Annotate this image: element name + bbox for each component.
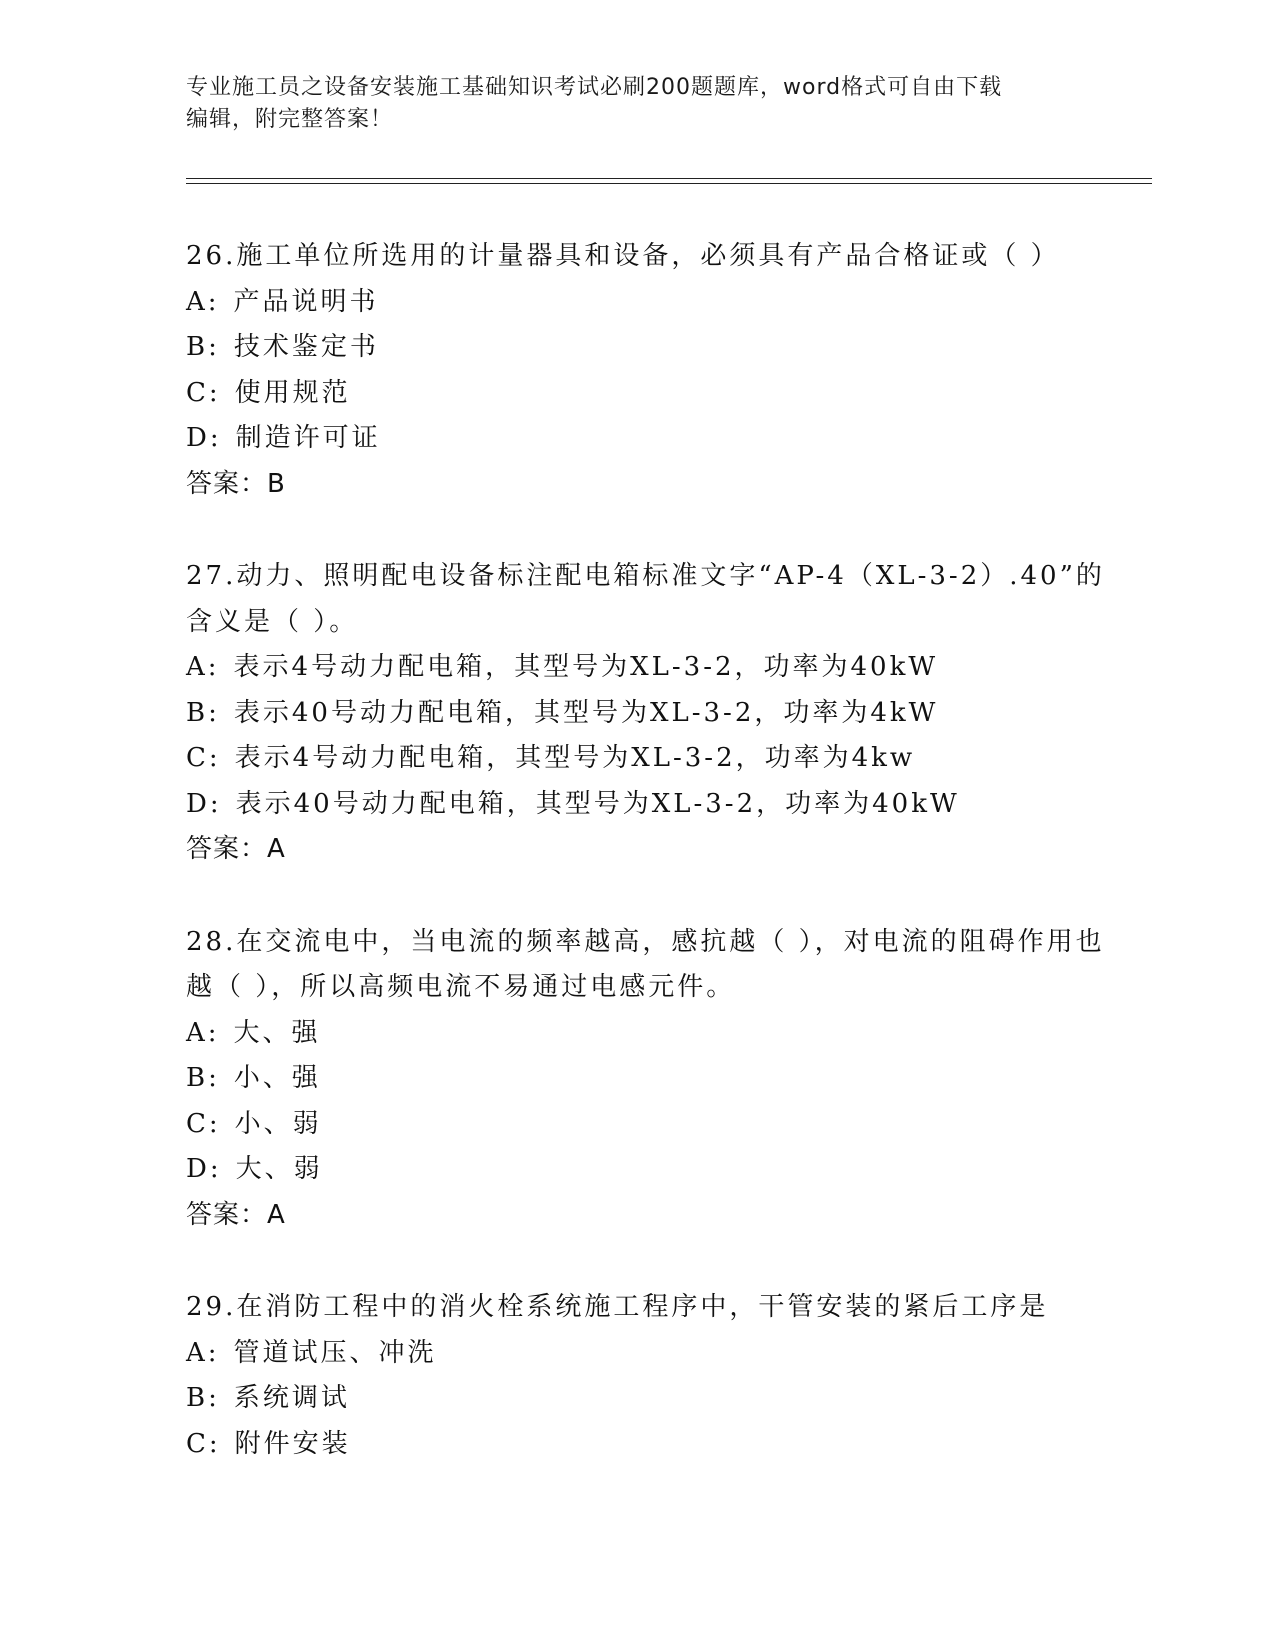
option-c	[186, 1102, 1106, 1148]
option-text: 大、强	[233, 1017, 321, 1048]
question-27	[186, 554, 1106, 873]
option-a	[186, 1011, 1106, 1057]
option-b	[186, 1056, 1106, 1102]
header-line-2: 编辑，附完整答案！	[186, 107, 394, 132]
option-label: C:	[186, 743, 221, 773]
option-text: 系统调试	[233, 1383, 350, 1413]
option-text: 大、弱	[235, 1154, 323, 1184]
question-list	[186, 234, 1106, 1514]
option-d	[186, 1147, 1106, 1193]
option-text: 产品说明书	[233, 286, 379, 317]
option-label: C:	[186, 1428, 221, 1459]
option-text: 表示4号动力配电箱，其型号为XL-3-2，功率为40kW	[233, 652, 939, 682]
header-line-1: 专业施工员之设备安装施工基础知识考试必刷200题题库，word格式可自由下载	[186, 75, 1003, 100]
option-label: B:	[186, 1063, 220, 1093]
question-text: 26.施工单位所选用的计量器具和设备，必须具有产品合格证或（ ）	[186, 241, 1060, 271]
question-26	[186, 234, 1106, 507]
option-label: A:	[186, 1017, 220, 1048]
option-label: A:	[186, 286, 220, 317]
answer: 答案：B	[186, 468, 286, 499]
option-b	[186, 1376, 1106, 1422]
option-b	[186, 325, 1106, 371]
question-29	[186, 1285, 1106, 1467]
question-28	[186, 920, 1106, 1239]
option-label: B:	[186, 1383, 220, 1413]
option-label: C:	[186, 1108, 221, 1139]
answer: 答案：A	[186, 1199, 286, 1230]
option-a	[186, 280, 1106, 326]
option-c	[186, 1422, 1106, 1468]
option-text: 使用规范	[234, 377, 351, 408]
option-text: 表示40号动力配电箱，其型号为XL-3-2，功率为40kW	[235, 788, 960, 819]
question-text: 27.动力、照明配电设备标注配电箱标准文字“AP-4（XL-3-2）.40”的含义是（ ）。	[186, 561, 1105, 637]
option-text: 表示40号动力配电箱，其型号为XL-3-2，功率为4kW	[233, 697, 939, 728]
option-label: B:	[186, 697, 220, 728]
option-text: 附件安装	[234, 1428, 351, 1459]
document-header	[186, 72, 1086, 136]
option-text: 小、强	[233, 1063, 321, 1093]
option-label: D:	[186, 423, 222, 453]
option-label: D:	[186, 1154, 222, 1184]
question-text: 28.在交流电中，当电流的频率越高，感抗越（ ），对电流的阻碍作用也越（ ），所以高频电流不易通过电感元件。	[186, 926, 1105, 1002]
option-label: D:	[186, 788, 222, 819]
option-d	[186, 416, 1106, 462]
option-label: B:	[186, 332, 220, 362]
option-c	[186, 736, 1106, 782]
option-text: 管道试压、冲洗	[233, 1337, 437, 1368]
option-label: C:	[186, 377, 221, 408]
question-text: 29.在消防工程中的消火栓系统施工程序中，干管安装的紧后工序是	[186, 1292, 1049, 1322]
header-divider-bottom	[186, 183, 1152, 184]
option-text: 表示4号动力配电箱，其型号为XL-3-2，功率为4kw	[234, 743, 916, 773]
option-c	[186, 371, 1106, 417]
option-a	[186, 1331, 1106, 1377]
option-a	[186, 645, 1106, 691]
answer: 答案：A	[186, 834, 286, 864]
header-divider-top	[186, 178, 1152, 179]
option-text: 小、弱	[234, 1108, 322, 1139]
option-label: A:	[186, 1337, 220, 1368]
option-text: 制造许可证	[235, 423, 381, 453]
option-d	[186, 782, 1106, 828]
option-b	[186, 691, 1106, 737]
option-label: A:	[186, 652, 220, 682]
option-text: 技术鉴定书	[233, 332, 379, 362]
